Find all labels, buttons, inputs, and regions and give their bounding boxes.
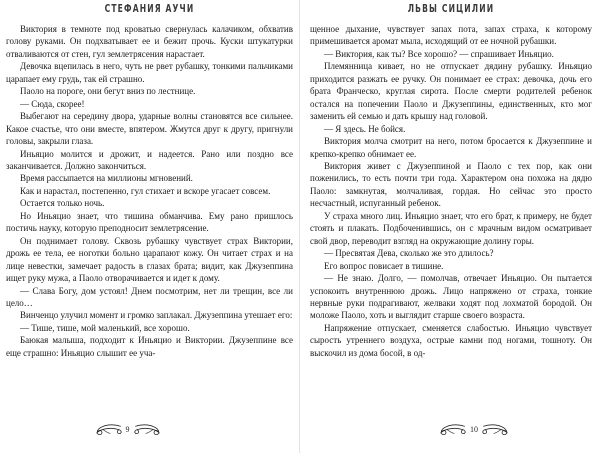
paragraph: Виктория в темноте под кроватью свернулась калачиком, обхватив голову руками. Он подхватывает ее и бежит прочь. Куски штукатурки отваливаются от стен, гул землетрясения нарастает. xyxy=(6,24,293,59)
right-page-running-head: ЛЬВЫ СИЦИЛИИ xyxy=(407,2,495,15)
paragraph: Как и нарастал, постепенно, гул стихает и вскоре угасает совсем. xyxy=(20,185,271,196)
paragraph: Виктория живет с Джузеппиной и Паоло с тех пор, как они поженились, то есть почти три года. Характером она похожа на дядю Паоло: замкнутая, молчаливая, гордая. Но сейчас это просто несчастный, испуганный ребенок. xyxy=(310,160,592,209)
paragraph: Иньяцио молится и дрожит, и надеется. Рано или поздно все заканчивается. Должно закончиться. xyxy=(6,148,293,171)
paragraph: Виктория молча смотрит на него, потом бросается к Джузеппине и крепко-крепко обнимает ее. xyxy=(310,136,592,159)
paragraph: Паоло на пороге, они бегут вниз по лестнице. xyxy=(20,86,196,97)
paragraph: Баюкая малыша, подходит к Иньяцио и Виктории. Джузеппине все еще страшно: Иньяцио слышит ее уча- xyxy=(6,335,293,358)
right-page-folio xyxy=(310,413,592,453)
leaf-flourish-icon xyxy=(134,423,160,437)
paragraph: Винченцо улучил момент и громко заплакал. Джузеппина утешает его: xyxy=(20,310,293,321)
right-page-text-column xyxy=(310,13,592,413)
paragraph: Племянница кивает, но не отпускает дядину рубашку. Иньяцио приходится разжать ее ручку. Он понимает ее страх: девочка, дочь его брата Франческо, круглая сирота. После смерти родителей ребенок остался на попечении Паоло и Джузеппины, единственных, кто мог заменить ей семью и дать крышу над головой. xyxy=(310,61,592,122)
leaf-flourish-icon xyxy=(440,423,466,437)
left-page-folio xyxy=(6,413,293,453)
paragraph: Выбегают на середину двора, ударные волны становятся все сильнее. Какое счастье, что они вместе, впятером. Жмутся друг к другу, пригнули головы, закрыли глаза. xyxy=(6,111,293,147)
dialogue-line: — Сюда, скорее! xyxy=(20,98,85,109)
paragraph: Он поднимает голову. Сквозь рубашку чувствует страх Виктории, дрожь ее тела, ее ноготки больно царапают кожу. Он читает страх и на лице невестки, замечает радость в глазах брата; видит, как Джузеппина ищет руку мужа, а Паоло отворачивается и идет к дому. xyxy=(6,235,293,284)
leaf-flourish-icon xyxy=(482,423,508,437)
paragraph: Время рассыпается на миллионы мгновений. xyxy=(20,173,193,184)
page-number: 9 xyxy=(125,425,130,434)
dialogue-line: — Пресвятая Дева, сколько же это длилось? xyxy=(324,248,494,259)
dialogue-line: — Не знаю. Долго, — помолчав, отвечает Иньяцио. Он пытается успокоить внутреннюю дрожь. Лицо напряжено от страха, тонкие нервные руки подрагивают, желваки ходят под лохматой бородой. Он моложе Паоло, хоть и выглядит старше своего возраста. xyxy=(310,273,592,321)
paragraph: У страха много лиц. Иньяцио знает, что его брат, к примеру, не будет стоять и плакать. Подбоченившись, он с мрачным видом осматривает свой двор, переводит взгляд на окружающие долину горы. xyxy=(310,210,592,246)
paragraph: Напряжение отпускает, сменяется слабостью. Иньяцио чувствует сырость утреннего воздуха, острые камни под ногами, тошноту. Он выскочил из дома босой, в од- xyxy=(310,322,592,358)
paragraph: Остается только ночь. xyxy=(20,198,105,209)
right-page xyxy=(300,0,600,453)
left-page-running-head: СТЕФАНИЯ АУЧИ xyxy=(104,2,195,15)
dialogue-line: — Слава Богу, дом устоял! Днем посмотрим, нет ли трещин, все ли цело… xyxy=(6,285,293,308)
paragraph: Но Иньяцио знает, что тишина обманчива. Ему рано пришлось постичь науку, которую преподносит землетрясение. xyxy=(6,210,293,234)
paragraph: щенное дыхание, чувствует запах пота, запах страха, к которому примешивается аромат мыла, исходящий от ее ночной рубашки. xyxy=(310,24,592,47)
leaf-flourish-icon xyxy=(96,423,122,437)
dialogue-line: — Я здесь. Не бойся. xyxy=(324,123,406,134)
dialogue-line: — Виктория, как ты? Все хорошо? — спрашивает Иньяцио. xyxy=(324,48,554,59)
dialogue-line: — Тише, тише, мой маленький, все хорошо. xyxy=(20,322,190,333)
left-page-text-column xyxy=(6,13,293,413)
paragraph: Девочка вцепилась в него, чуть не рвет рубашку, тонкими пальчиками царапает ему грудь, так ей страшно. xyxy=(6,61,293,84)
paragraph: Его вопрос повисает в тишине. xyxy=(324,260,444,271)
page-number: 10 xyxy=(470,425,478,434)
